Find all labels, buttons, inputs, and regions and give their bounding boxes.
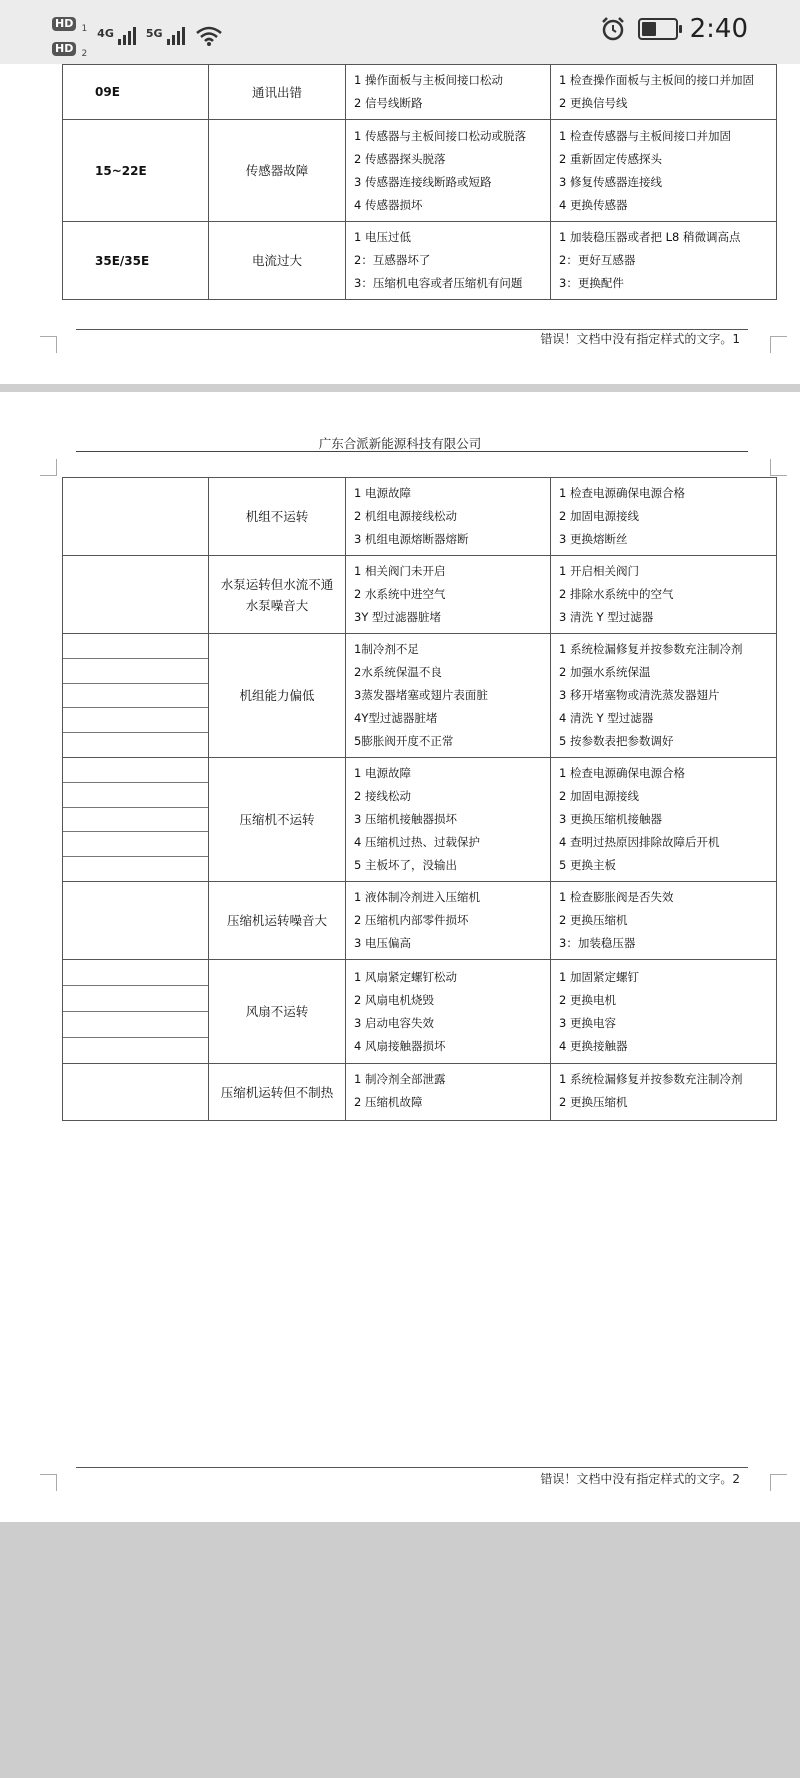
fault-name: 通讯出错 (209, 65, 346, 120)
table-row (63, 758, 777, 882)
cause-line: 1 电压过低 (354, 230, 411, 244)
cause-line: 1 电源故障 (354, 766, 411, 780)
cause-line: 2 水系统中进空气 (354, 587, 446, 601)
fault-causes (346, 634, 551, 758)
battery-icon (638, 18, 678, 40)
solution-line: 4 清洗 Y 型过滤器 (559, 711, 654, 725)
fault-table-page-1 (62, 64, 777, 300)
network-4g-label: 4G (97, 26, 114, 40)
cause-line: 2 接线松动 (354, 789, 411, 803)
table-row (63, 1064, 777, 1121)
fault-causes (346, 1064, 551, 1121)
empty-code-cell (63, 478, 209, 556)
table-row (63, 556, 777, 634)
fault-name: 压缩机运转噪音大 (209, 882, 346, 960)
solution-line: 1 系统检漏修复并按参数充注制冷剂 (559, 642, 743, 656)
cause-line: 1 相关阀门未开启 (354, 564, 446, 578)
alarm-clock-icon (600, 16, 626, 42)
solution-line: 2 加固电源接线 (559, 509, 639, 523)
fault-name: 机组不运转 (209, 478, 346, 556)
solution-line: 1 加装稳压器或者把 L8 稍微调高点 (559, 230, 741, 244)
fault-name: 压缩机不运转 (209, 758, 346, 882)
cause-line: 2 压缩机故障 (354, 1095, 423, 1109)
signal-5g-icon (146, 27, 185, 45)
fault-causes (346, 556, 551, 634)
cause-line: 3 启动电容失效 (354, 1015, 434, 1030)
fault-code: 35E/35E (63, 222, 209, 300)
cause-line: 1 风扇紧定螺钉松动 (354, 969, 457, 984)
table-row (63, 478, 777, 556)
solution-line: 3：加装稳压器 (559, 936, 636, 950)
solution-line: 2 重新固定传感探头 (559, 151, 662, 166)
crop-mark (40, 459, 57, 476)
hd-badge-2-index: 2 (81, 49, 88, 60)
hd-badge-1: HD (52, 17, 76, 31)
crop-mark (40, 336, 57, 353)
document-page-1[interactable] (0, 64, 800, 384)
solution-line: 2 更换压缩机 (559, 913, 628, 927)
fault-causes (346, 65, 551, 120)
document-page-2[interactable] (0, 392, 800, 1522)
table-row (63, 65, 777, 120)
crop-mark (770, 336, 787, 353)
footer-rule (76, 1467, 748, 1468)
solution-line: 2 更换信号线 (559, 96, 628, 110)
solution-line: 3 移开堵塞物或清洗蒸发器翅片 (559, 688, 720, 702)
empty-code-cell (63, 556, 209, 634)
solution-line: 2 更换压缩机 (559, 1095, 628, 1109)
fault-code: 09E (63, 65, 209, 120)
solution-line: 1 检查操作面板与主板间的接口并加固 (559, 73, 754, 87)
cause-line: 3 传感器连接线断路或短路 (354, 174, 492, 189)
fault-name: 传感器故障 (209, 120, 346, 222)
cause-line: 1 制冷剂全部泄露 (354, 1072, 446, 1086)
cause-line: 4 传感器损坏 (354, 197, 423, 212)
fault-causes (346, 882, 551, 960)
hd-badge-1-index: 1 (81, 24, 88, 35)
page-footer: 错误！文档中没有指定样式的文字。2 (540, 1472, 740, 1486)
cause-line: 2 信号线断路 (354, 96, 423, 110)
fault-solutions (551, 1064, 777, 1121)
fault-name: 风扇不运转 (209, 960, 346, 1064)
network-5g-label: 5G (145, 26, 163, 40)
fault-code: 15~22E (63, 120, 209, 222)
solution-line: 2 排除水系统中的空气 (559, 587, 674, 601)
viewer-background (0, 1522, 800, 1778)
empty-code-cell (63, 758, 209, 882)
solution-line: 1 检查电源确保电源合格 (559, 486, 685, 500)
solution-line: 2 加固电源接线 (559, 789, 639, 803)
solution-line: 4 更换接触器 (559, 1038, 628, 1053)
cause-line: 3 电压偏高 (354, 936, 411, 950)
clock-time: 2:40 (689, 14, 748, 44)
fault-solutions (551, 960, 777, 1064)
cause-line: 2 机组电源接线松动 (354, 509, 457, 523)
solution-line: 2：更好互感器 (559, 253, 636, 267)
cause-line: 4 风扇接触器损坏 (354, 1038, 446, 1053)
crop-mark (770, 459, 787, 476)
solution-line: 2 加强水系统保温 (559, 665, 651, 679)
cause-line: 4Y型过滤器脏堵 (354, 711, 438, 725)
table-row (63, 222, 777, 300)
status-right (600, 14, 748, 44)
fault-name: 机组能力偏低 (209, 634, 346, 758)
solution-line: 1 检查传感器与主板间接口并加固 (559, 128, 731, 143)
solution-line: 3 更换熔断丝 (559, 532, 628, 546)
empty-code-cell (63, 634, 209, 758)
cause-line: 5 主板坏了，没输出 (354, 858, 457, 872)
crop-mark (770, 1474, 787, 1491)
table-row (63, 634, 777, 758)
fault-solutions (551, 222, 777, 300)
battery-level (642, 22, 656, 36)
header-rule (76, 451, 748, 452)
cause-line: 3：压缩机电容或者压缩机有问题 (354, 276, 523, 290)
cause-line: 2 风扇电机烧毁 (354, 992, 434, 1007)
wifi-icon (195, 25, 223, 47)
solution-line: 3 更换压缩机接触器 (559, 812, 662, 826)
cause-line: 3蒸发器堵塞或翅片表面脏 (354, 688, 488, 702)
page-footer: 错误！文档中没有指定样式的文字。1 (540, 332, 740, 346)
solution-line: 4 查明过热原因排除故障后开机 (559, 835, 720, 849)
cause-line: 3Y 型过滤器脏堵 (354, 610, 441, 624)
cause-line: 1制冷剂不足 (354, 642, 419, 656)
fault-causes (346, 120, 551, 222)
hd-indicators (52, 12, 87, 59)
fault-name: 水泵运转但水流不通水泵噪音大 (209, 556, 346, 634)
cause-line: 1 电源故障 (354, 486, 411, 500)
fault-solutions (551, 882, 777, 960)
cause-line: 1 液体制冷剂进入压缩机 (354, 890, 480, 904)
solution-line: 1 系统检漏修复并按参数充注制冷剂 (559, 1072, 743, 1086)
cause-line: 3 机组电源熔断器熔断 (354, 532, 469, 546)
fault-table-page-2 (62, 477, 777, 1121)
cause-line: 2 压缩机内部零件损坏 (354, 913, 469, 927)
fault-solutions (551, 65, 777, 120)
solution-line: 1 开启相关阀门 (559, 564, 639, 578)
solution-line: 5 更换主板 (559, 858, 616, 872)
solution-line: 3：更换配件 (559, 276, 624, 290)
cause-line: 5膨胀阀开度不正常 (354, 734, 454, 748)
cause-line: 1 传感器与主板间接口松动或脱落 (354, 128, 526, 143)
cause-line: 4 压缩机过热、过载保护 (354, 835, 480, 849)
fault-name: 压缩机运转但不制热 (209, 1064, 346, 1121)
table-row (63, 882, 777, 960)
table-row (63, 960, 777, 1064)
solution-line: 1 加固紧定螺钉 (559, 969, 639, 984)
solution-line: 3 修复传感器连接线 (559, 174, 662, 189)
solution-line: 1 检查膨胀阀是否失效 (559, 890, 674, 904)
hd-badge-2: HD (52, 42, 76, 56)
cause-line: 3 压缩机接触器损坏 (354, 812, 457, 826)
empty-code-cell (63, 960, 209, 1064)
cause-line: 1 操作面板与主板间接口松动 (354, 73, 503, 87)
fault-solutions (551, 634, 777, 758)
solution-line: 3 清洗 Y 型过滤器 (559, 610, 654, 624)
solution-line: 5 按参数表把参数调好 (559, 734, 674, 748)
table-row (63, 120, 777, 222)
cause-line: 2水系统保温不良 (354, 665, 442, 679)
fault-solutions (551, 120, 777, 222)
fault-solutions (551, 556, 777, 634)
solution-line: 1 检查电源确保电源合格 (559, 766, 685, 780)
fault-solutions (551, 758, 777, 882)
fault-causes (346, 758, 551, 882)
solution-line: 2 更换电机 (559, 992, 616, 1007)
fault-causes (346, 222, 551, 300)
cause-line: 2：互感器坏了 (354, 253, 431, 267)
cause-line: 2 传感器探头脱落 (354, 151, 446, 166)
page-header: 广东合派新能源科技有限公司 (318, 436, 482, 451)
fault-solutions (551, 478, 777, 556)
empty-code-cell (63, 1064, 209, 1121)
signal-4g-icon (97, 27, 136, 45)
fault-causes (346, 960, 551, 1064)
status-left (52, 12, 223, 59)
solution-line: 4 更换传感器 (559, 197, 628, 212)
fault-name: 电流过大 (209, 222, 346, 300)
empty-code-cell (63, 882, 209, 960)
fault-causes (346, 478, 551, 556)
crop-mark (40, 1474, 57, 1491)
solution-line: 3 更换电容 (559, 1015, 616, 1030)
status-bar (0, 0, 800, 64)
